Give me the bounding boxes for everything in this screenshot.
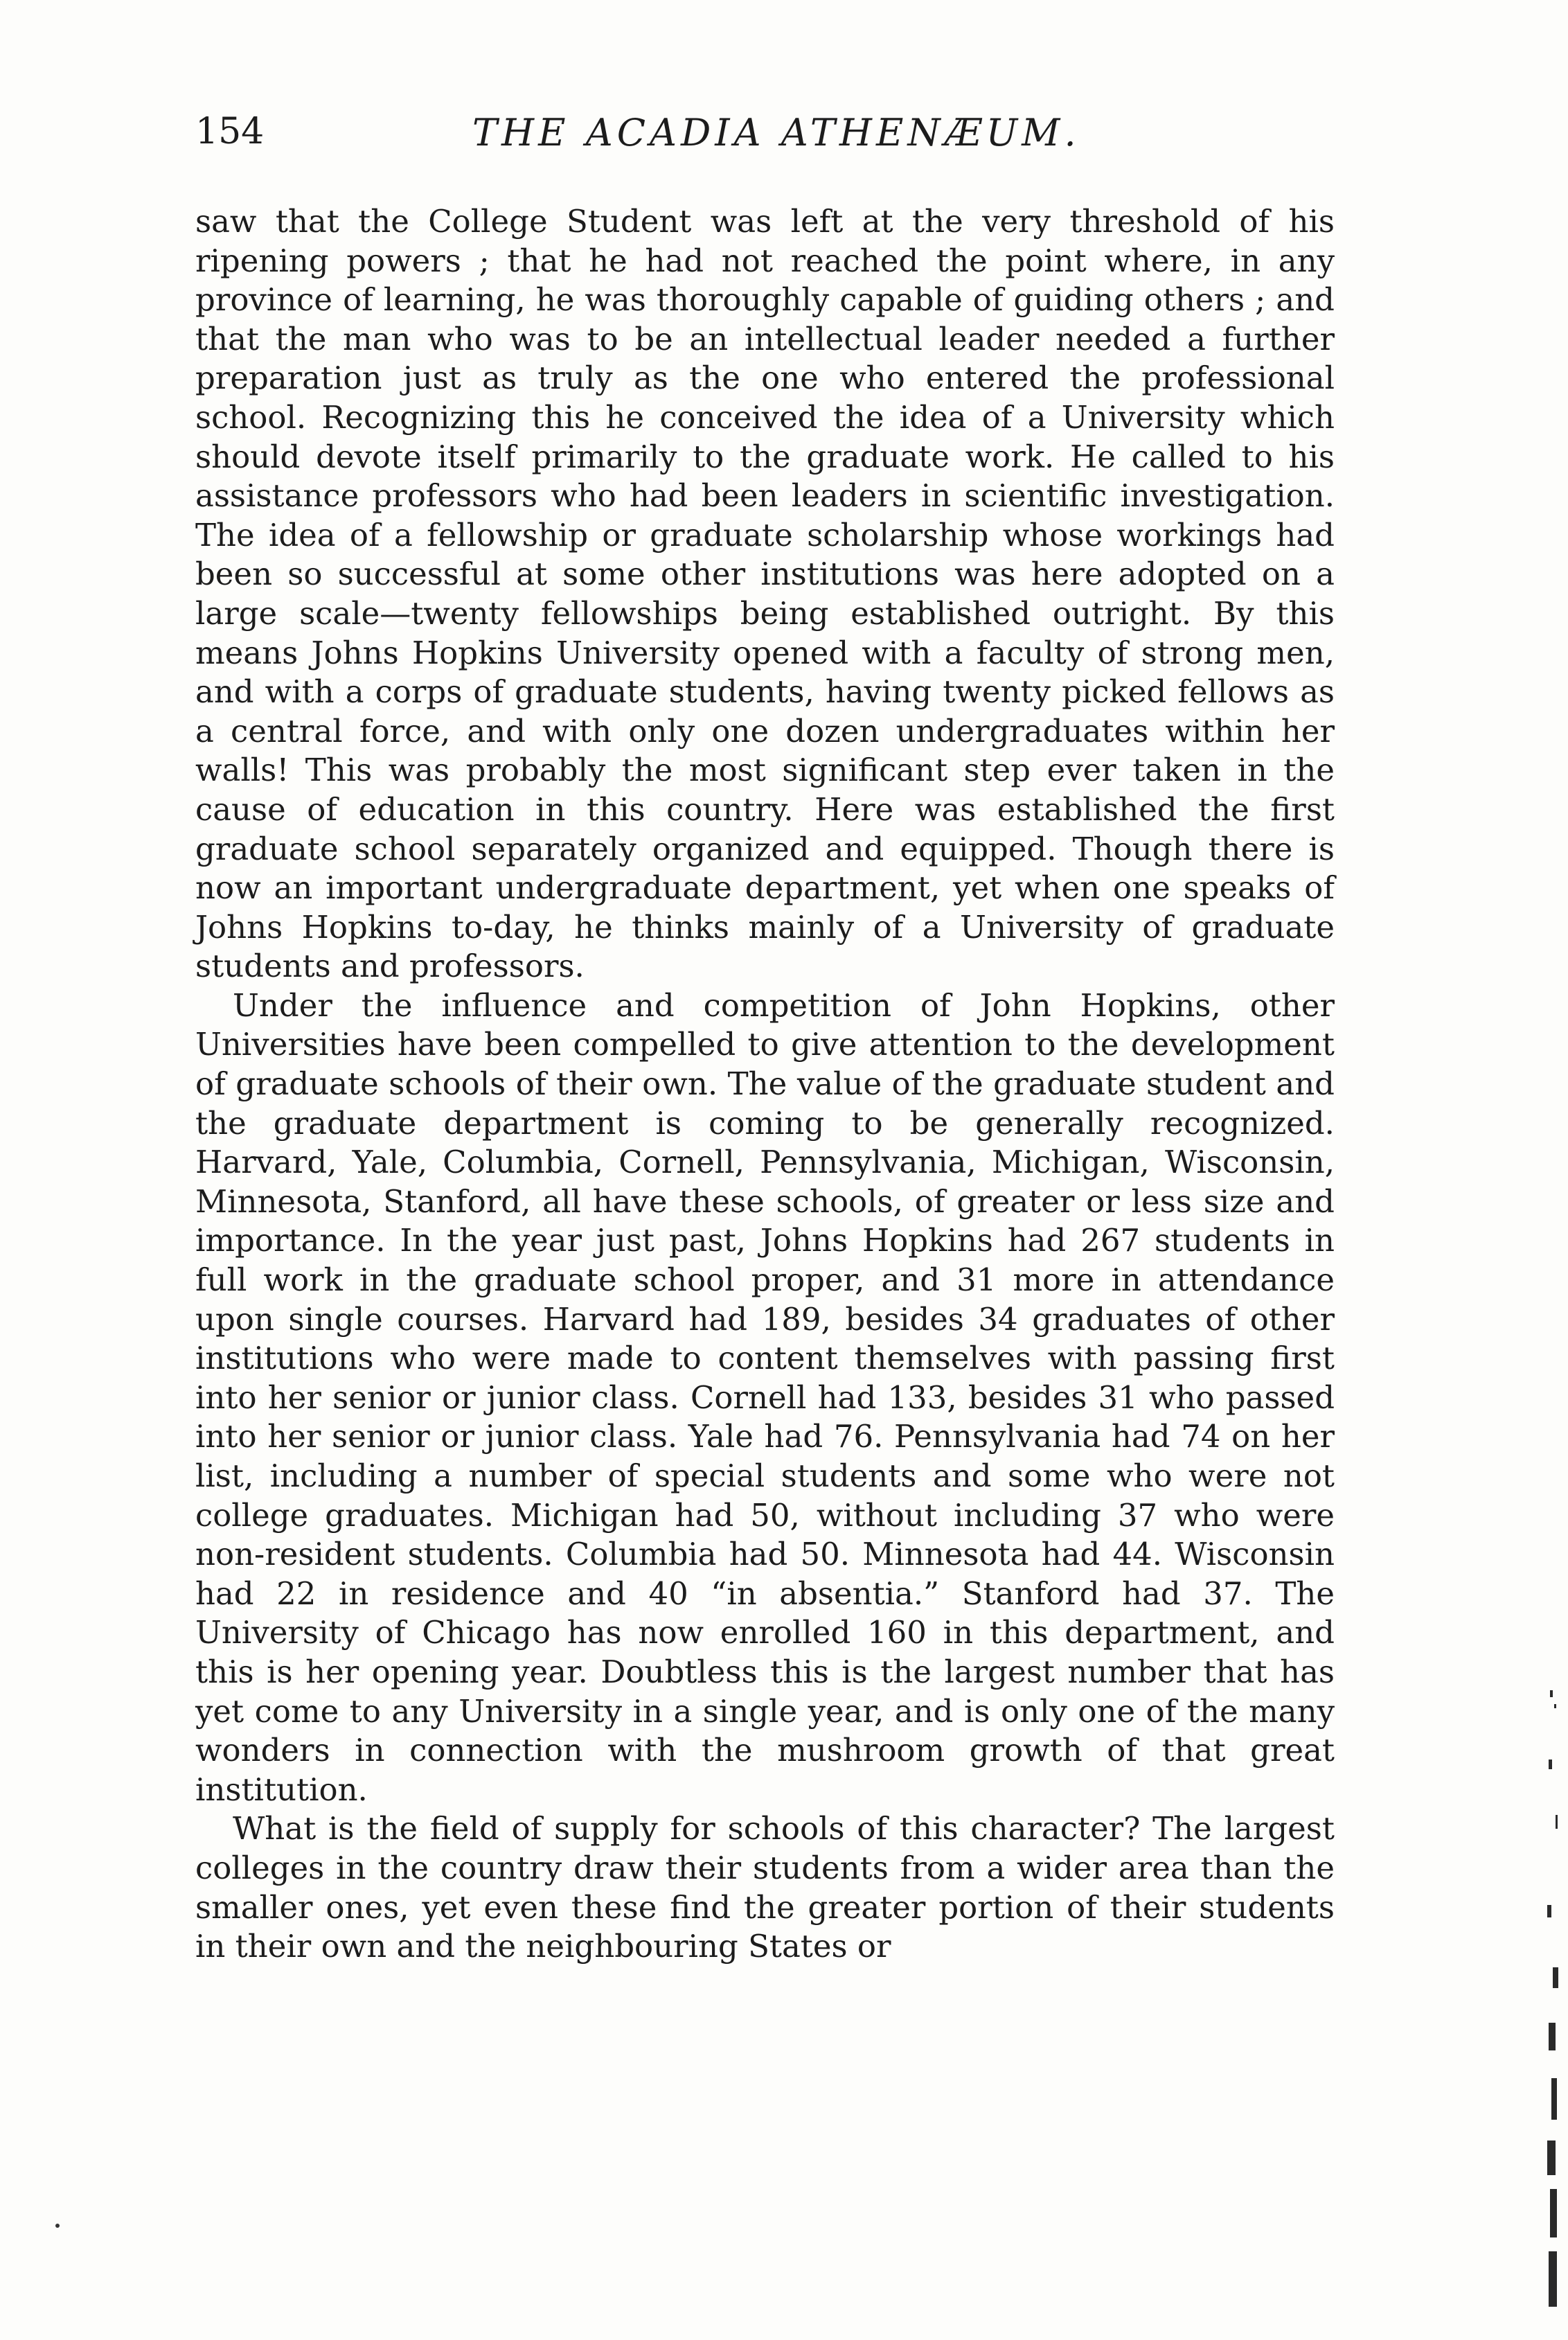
paragraph-graduate-schools: Under the influence and competition of John Hopkins, other Universities have been compelled to give attention to the development of graduate schools of their own. The value of the graduate student and the graduate department is coming to be generally recognized. Harvard, Yale, Columbia, Cornell, Pennsylvania, Michigan, Wisconsin, Minnesota, Stanford, all have these schools, of greater or less size and importance. In the year just past, Johns Hopkins had 267 students in full work in the graduate school proper, and 31 more in attendance upon single courses. Harvard had 189, besides 34 graduates of other institutions who were made to content themselves with passing first into her senior or junior class. Cornell had 133, besides 31 who passed into her senior or junior class. Yale had 76. Pennsylvania had 74 on her list, including a number of special students and some who were not college graduates. Michigan had 50, without including 37 who were non-resident students. Columbia had 50. Minnesota had 44. Wisconsin had 22 in residence and 40 “in absentia.” Stanford had 37. The University of Chicago has now enrolled 160 in this department, and this is her opening year. Doubtless this is the largest number that has yet come to any University in a single year, and is only one of the many wonders in connection with the mushroom growth of that great institution. bbox=[195, 986, 1335, 1808]
page-number: 154 bbox=[195, 111, 265, 152]
body-text bbox=[195, 202, 1335, 1967]
scan-speck bbox=[55, 2224, 60, 2228]
running-title: THE ACADIA ATHENÆUM. bbox=[472, 111, 1080, 154]
paragraph-continued: saw that the College Student was left at the very threshold of his ripening powers ; that he had not reached the point where, in any province of learning, he was thoroughly capable of guiding others ; and that the man who was to be an intellectual leader needed a further preparation just as truly as the one who entered the professional school. Recognizing this he conceived the idea of a University which should devote itself primarily to the graduate work. He called to his assistance professors who had been leaders in scientific investigation. The idea of a fellowship or graduate scholarship whose workings had been so successful at some other institutions was here adopted on a large scale—twenty fellowships being established outright. By this means Johns Hopkins University opened with a faculty of strong men, and with a corps of graduate students, having twenty picked fellows as a central force, and with only one dozen undergraduates within her walls! This was probably the most significant step ever taken in the cause of education in this country. Here was established the first graduate school separately organized and equipped. Though there is now an important undergraduate department, yet when one speaks of Johns Hopkins to-day, he thinks mainly of a University of graduate students and professors. bbox=[195, 203, 1335, 985]
running-header bbox=[195, 104, 1303, 166]
paragraph-field-of-supply: What is the field of supply for schools of this character? The largest colleges in the country draw their students from a wider area than the smaller ones, yet even these find the greater portion of their students in their own and the neighbouring States or bbox=[195, 1810, 1335, 1965]
scan-edge-noise bbox=[1540, 1676, 1568, 2328]
